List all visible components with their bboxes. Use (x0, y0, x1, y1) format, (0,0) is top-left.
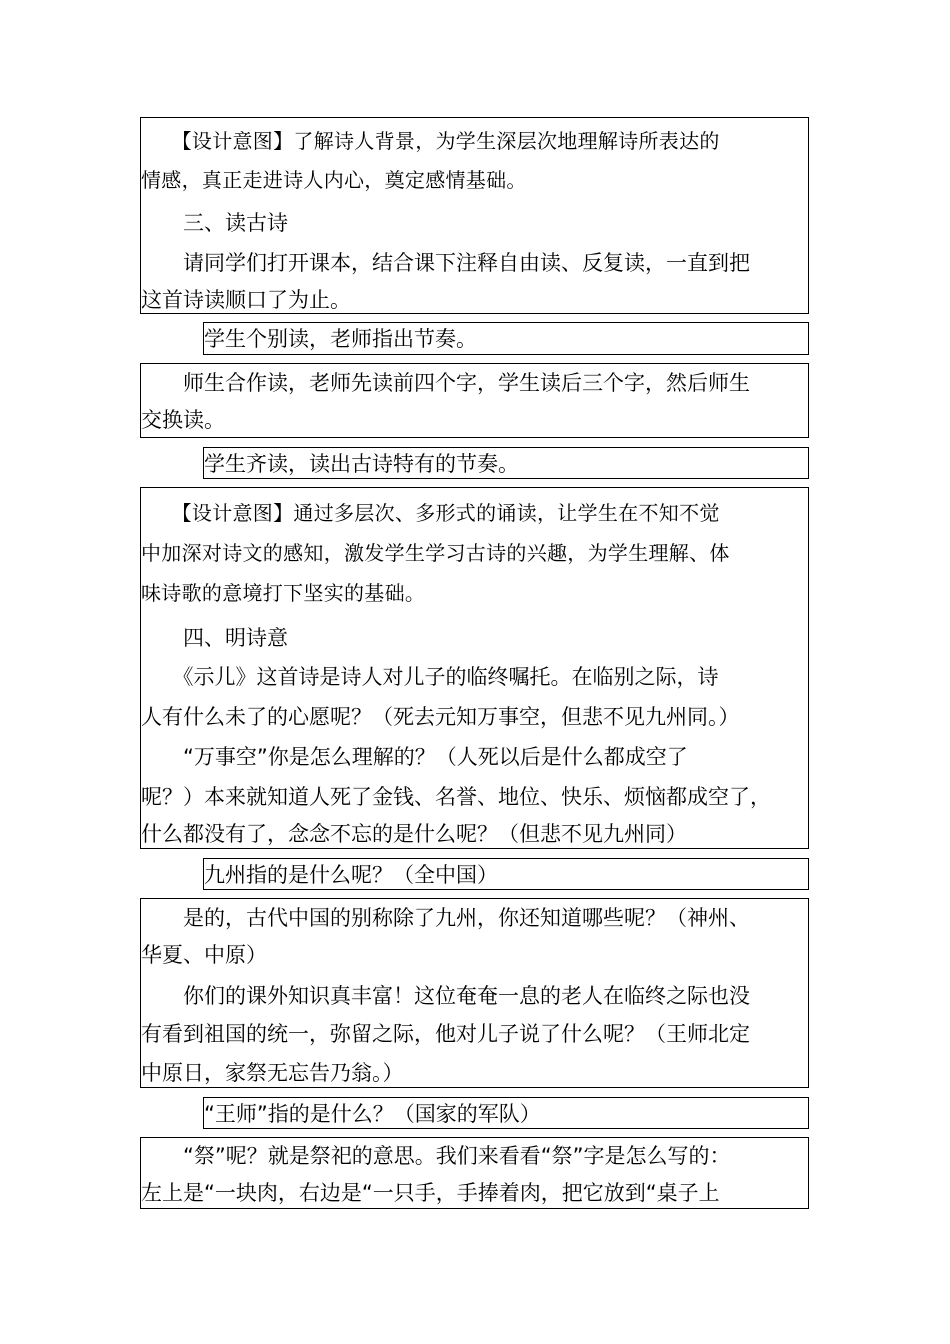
individual-read-box (203, 322, 809, 355)
text-line: 人有什么未了的心愿呢？（死去元知万事空，但悲不见九州同。） (141, 705, 740, 729)
text-line: 左上是“一块肉，右边是“一只手，手捧着肉，把它放到“桌子上 (141, 1181, 720, 1205)
text-line: 中原日，家祭无忘告乃翁。） (141, 1061, 404, 1085)
text-line: 九州指的是什么呢？（全中国） (204, 863, 498, 887)
text-line: 【设计意图】了解诗人背景，为学生深层次地理解诗所表达的 (141, 129, 720, 153)
section-heading: 三、读古诗 (141, 211, 288, 235)
cooperative-read-box (140, 363, 809, 438)
text-line: 交换读。 (141, 408, 225, 432)
text-line: 你们的课外知识真丰富！这位奄奄一息的老人在临终之际也没 (141, 984, 750, 1008)
text-line: 情感，真正走进诗人内心，奠定感情基础。 (141, 168, 527, 192)
text-line: 请同学们打开课本，结合课下注释自由读、反复读，一直到把 (141, 251, 750, 275)
text-line: “王师”指的是什么？（国家的军队） (204, 1102, 541, 1126)
text-line: 师生合作读，老师先读前四个字，学生读后三个字，然后师生 (141, 371, 750, 395)
text-line: 【设计意图】通过多层次、多形式的诵读，让学生在不知不觉 (141, 501, 720, 525)
text-line: 《示儿》这首诗是诗人对儿子的临终嘱托。在临别之际，诗 (141, 665, 719, 689)
jiuzhou-box (203, 858, 809, 890)
text-line: 味诗歌的意境打下坚实的基础。 (141, 581, 426, 605)
text-line: 有看到祖国的统一，弥留之际，他对儿子说了什么呢？（王师北定 (141, 1022, 750, 1046)
wangshi-box (203, 1097, 809, 1129)
design-intent-meaning-box (140, 487, 809, 849)
text-line: 华夏、中原） (141, 943, 267, 967)
text-line: 呢？）本来就知道人死了金钱、名誉、地位、快乐、烦恼都成空了， (141, 785, 771, 809)
text-line: 学生齐读，读出古诗特有的节奏。 (204, 452, 519, 476)
text-line: 中加深对诗文的感知，激发学生学习古诗的兴趣，为学生理解、体 (141, 541, 730, 565)
text-line: “祭”呢？就是祭祀的意思。我们来看看“祭”字是怎么写的： (141, 1144, 731, 1168)
text-line: 这首诗读顺口了为止。 (141, 288, 351, 312)
other-names-box (140, 898, 809, 1088)
text-line: “万事空”你是怎么理解的？（人死以后是什么都成空了 (141, 745, 688, 769)
text-line: 学生个别读，老师指出节奏。 (204, 327, 477, 351)
text-line: 什么都没有了，念念不忘的是什么呢？（但悲不见九州同） (141, 822, 687, 846)
section-heading: 四、明诗意 (141, 626, 288, 650)
ji-character-box (140, 1137, 809, 1209)
text-line: 是的，古代中国的别称除了九州，你还知道哪些呢？（神州、 (141, 906, 750, 930)
design-intent-box (140, 117, 809, 314)
group-read-box (203, 447, 809, 479)
